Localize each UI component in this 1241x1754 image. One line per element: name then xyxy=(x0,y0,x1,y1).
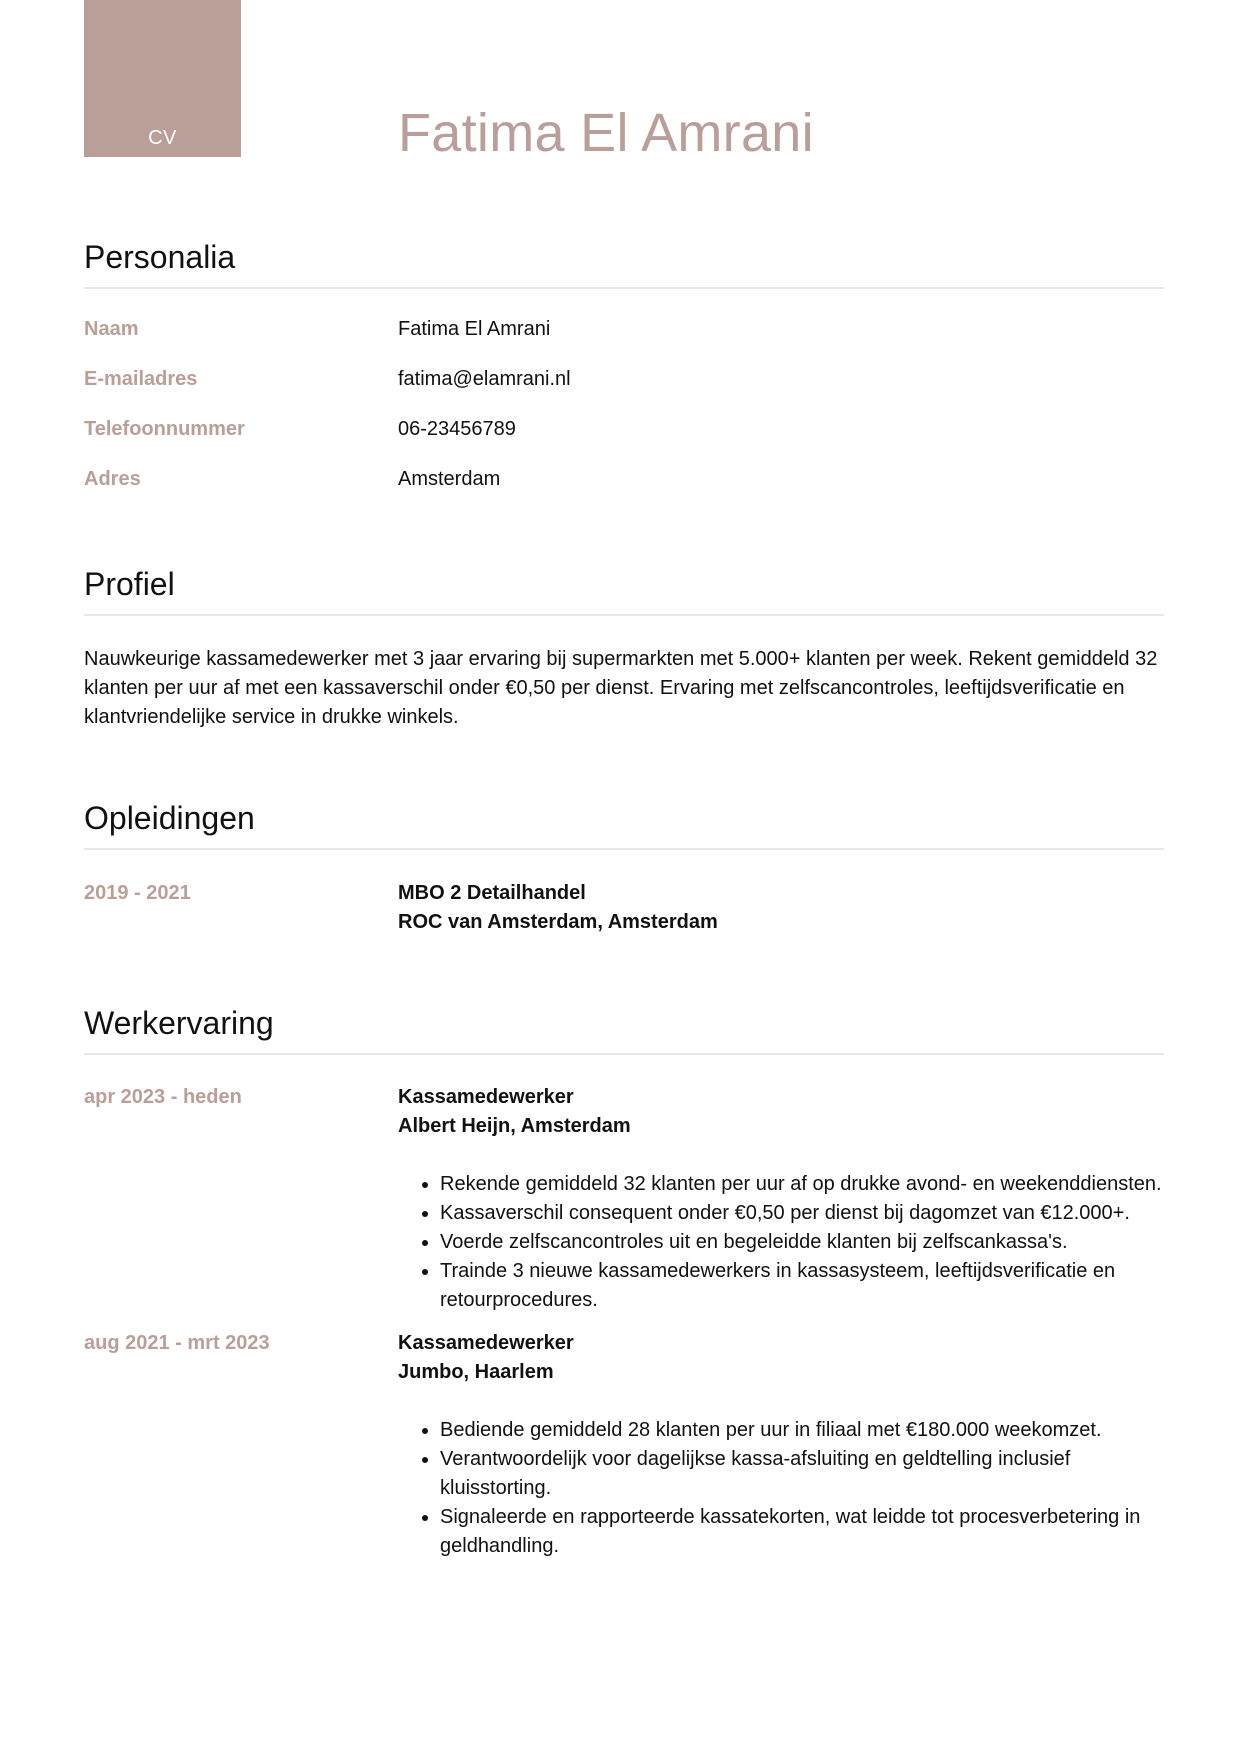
work-details xyxy=(398,1083,1164,1315)
section-title-personalia: Personalia xyxy=(84,239,236,275)
education-entry xyxy=(84,879,1164,937)
education-period: 2019 - 2021 xyxy=(84,882,191,904)
work-bullet-list xyxy=(398,1170,1164,1315)
work-role: Kassamedewerker xyxy=(398,1086,574,1108)
werkervaring-section xyxy=(84,1007,1164,1561)
personal-row-phone xyxy=(84,415,1164,465)
work-role: Kassamedewerker xyxy=(398,1332,574,1354)
personal-label: Adres xyxy=(84,468,141,490)
personal-value: Fatima El Amrani xyxy=(398,318,551,340)
personal-value: fatima@elamrani.nl xyxy=(398,368,571,390)
work-details xyxy=(398,1329,1164,1561)
education-school: ROC van Amsterdam, Amsterdam xyxy=(398,911,718,933)
profile-summary: Nauwkeurige kassamedewerker met 3 jaar ervaring bij supermarkten met 5.000+ klanten per week. Rekent gemiddeld 32 klanten per uur af met een kassaverschil onder €0,50 per dienst. Ervaring met zelfscancontroles, leeftijdsverificatie en klantvriendelijke service in drukke winkels. xyxy=(84,648,1158,728)
work-period: aug 2021 - mrt 2023 xyxy=(84,1332,270,1354)
work-entry xyxy=(84,1083,1164,1315)
work-bullet: • Signaleerde en rapporteerde kassatekorten, wat leidde tot procesverbetering in geldhandling. xyxy=(440,1503,1164,1561)
opleidingen-section xyxy=(84,802,1164,937)
cv-badge: CV xyxy=(84,0,241,157)
work-entry xyxy=(84,1329,1164,1561)
personal-row-address xyxy=(84,465,1164,515)
section-title-profiel: Profiel xyxy=(84,566,175,602)
work-employer: Albert Heijn, Amsterdam xyxy=(398,1115,631,1137)
personal-row-email xyxy=(84,365,1164,415)
education-degree: MBO 2 Detailhandel xyxy=(398,882,586,904)
work-bullet: • Voerde zelfscancontroles uit en begeleidde klanten bij zelfscankassa's. xyxy=(440,1228,1164,1257)
education-details xyxy=(398,879,1164,937)
work-bullet: • Rekende gemiddeld 32 klanten per uur af op drukke avond- en weekenddiensten. xyxy=(440,1170,1164,1199)
work-bullet-list xyxy=(398,1416,1164,1561)
personal-label: Naam xyxy=(84,318,139,340)
work-bullet: • Kassaverschil consequent onder €0,50 per dienst bij dagomzet van €12.000+. xyxy=(440,1199,1164,1228)
section-title-opleidingen: Opleidingen xyxy=(84,800,255,836)
profiel-section xyxy=(84,568,1164,732)
personal-value: 06-23456789 xyxy=(398,418,516,440)
personal-value: Amsterdam xyxy=(398,468,501,490)
work-period: apr 2023 - heden xyxy=(84,1086,242,1108)
personal-label: E-mailadres xyxy=(84,368,198,390)
personal-row-name xyxy=(84,315,1164,365)
personal-label: Telefoonnummer xyxy=(84,418,245,440)
candidate-name-title: Fatima El Amrani xyxy=(398,103,814,163)
work-bullet: • Bediende gemiddeld 28 klanten per uur in filiaal met €180.000 weekomzet. xyxy=(440,1416,1164,1445)
personalia-section xyxy=(84,241,1164,515)
section-title-werkervaring: Werkervaring xyxy=(84,1005,274,1041)
work-bullet: • Verantwoordelijk voor dagelijkse kassa-afsluiting en geldtelling inclusief kluisstorting. xyxy=(440,1445,1164,1503)
work-employer: Jumbo, Haarlem xyxy=(398,1361,554,1383)
work-bullet: • Trainde 3 nieuwe kassamedewerkers in kassasysteem, leeftijdsverificatie en retourprocedures. xyxy=(440,1257,1164,1315)
